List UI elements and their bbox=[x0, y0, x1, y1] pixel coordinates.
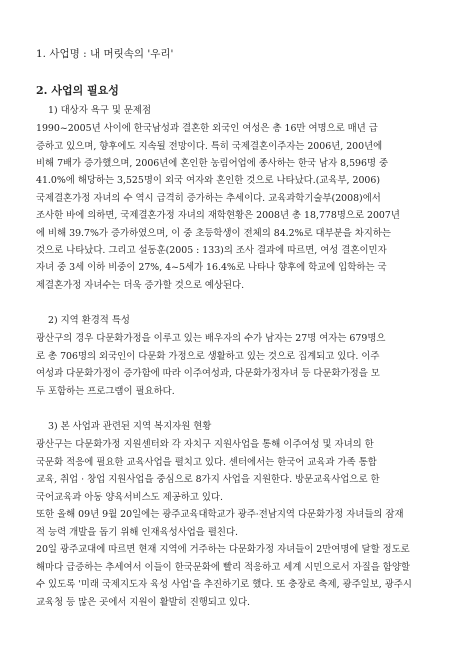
paragraph-line: 국문화 적응에 필요한 교육사업을 펼치고 있다. 센터에서는 한국어 교육과 가족 통합 bbox=[36, 457, 377, 468]
paragraph-line: 또한 올해 09년 9월 20일에는 광주교육대학교가 광주·전남지역 다문화가정 자녀들의 잠재 bbox=[36, 509, 404, 520]
paragraph-line: 제결혼가정 자녀수는 더욱 증가할 것으로 예상된다. bbox=[36, 280, 245, 291]
paragraph-line: 조사한 바에 의하면, 국제결혼가정 자녀의 재학현황은 2008년 총 18,778명으로 2007년 bbox=[36, 210, 400, 221]
paragraph-line: 자녀 중 3세 이하 비중이 27%, 4~5세가 16.4%로 나타나 향후에 학교에 입학하는 국 bbox=[36, 262, 387, 273]
paragraph-line: 비해 7배가 증가했으며, 2006년에 혼인한 농림어업에 종사하는 한국 남자 8,596명 중 bbox=[36, 158, 389, 169]
paragraph-line: 1990~2005년 사이에 한국남성과 결혼한 외국인 여성은 총 16만 여명으로 매년 급 bbox=[36, 123, 378, 134]
subheading-regional: 2) 지역 환경적 특성 bbox=[48, 315, 130, 326]
paragraph-line: 로 총 706명의 외국인이 다문화 가정으로 생활하고 있는 것으로 집계되고 있다. 이주 bbox=[36, 351, 380, 362]
paragraph-line: 교육청 등 많은 곳에서 지원이 활발히 진행되고 있다. bbox=[36, 597, 251, 608]
paragraph-line: 광산구는 다문화가정 지원센터와 각 자치구 지원사업을 통해 이주여성 및 자녀의 한 bbox=[36, 439, 374, 450]
paragraph-line: 광산구의 경우 다문화가정을 이루고 있는 배우자의 수가 남자는 27명 여자는 679명으 bbox=[36, 333, 386, 344]
subheading-needs: 1) 대상자 욕구 및 문제점 bbox=[48, 105, 152, 116]
paragraph-line: 두 포함하는 프로그램이 필요하다. bbox=[36, 386, 175, 397]
paragraph-line: 것으로 나타났다. 그리고 설동훈(2005 : 133)의 조사 결과에 따르면, 여성 결혼이민자 bbox=[36, 245, 387, 256]
paragraph-line: 교육, 취업 · 창업 지원사업을 중심으로 8가지 사업을 지원한다. 방문교육사업으로 한 bbox=[36, 474, 380, 485]
paragraph-line: 에 비해 39.7%가 증가하였으며, 이 중 초등학생이 전체의 84.2%로 대부분을 차지하는 bbox=[36, 228, 391, 239]
paragraph-line: 증하고 있으며, 향후에도 지속될 전망이다. 특히 국제결혼이주자는 2006년, 200년에 bbox=[36, 141, 383, 152]
paragraph-line: 수 있도록 '미래 국제지도자 육성 사업'을 추진하기로 했다. 또 충장로 축제, 광주일보, 광주시 bbox=[36, 579, 412, 590]
paragraph-line: 국어교육과 아동 양육서비스도 제공하고 있다. bbox=[36, 492, 223, 503]
section-heading-business-name: 1. 사업명 : 내 머릿속의 '우리' bbox=[36, 48, 174, 60]
section-heading-necessity: 2. 사업의 필요성 bbox=[36, 84, 119, 97]
paragraph-line: 41.0%에 해당하는 3,525명이 외국 여자와 혼인한 것으로 나타났다.(교육부, 2006) bbox=[36, 175, 381, 186]
paragraph-line: 국제결혼가정 자녀의 수 역시 급격히 증가하는 추세이다. 교육과학기술부(2008)에서 bbox=[36, 193, 381, 204]
subheading-welfare-resources: 3) 본 사업과 관련된 지역 복지자원 현황 bbox=[48, 421, 212, 432]
paragraph-line: 여성과 다문화가정이 증가함에 따라 이주여성과, 다문화가정자녀 등 다문화가정을 모 bbox=[36, 368, 380, 379]
paragraph-line: 20일 광주교대에 따르면 현재 지역에 거주하는 다문화가정 자녀들이 2만여명에 달할 정도로 bbox=[36, 544, 410, 555]
paragraph-line: 해마다 급증하는 추세여서 이들이 한국문화에 빨리 적응하고 세계 시민으로서 자질을 함양할 bbox=[36, 562, 410, 573]
paragraph-line: 적 능력 개발을 돕기 위해 인재육성사업을 펼친다. bbox=[36, 527, 238, 538]
